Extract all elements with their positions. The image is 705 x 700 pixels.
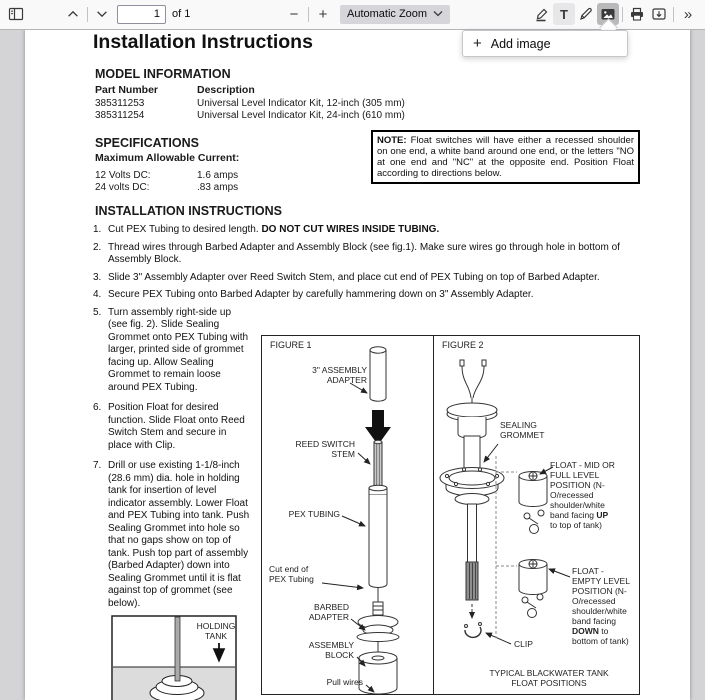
document-page (25, 29, 690, 700)
figure1-label-adapter: 3" ASSEMBLY ADAPTER (312, 364, 367, 385)
more-tools-button[interactable] (677, 3, 699, 25)
printer-icon (629, 6, 645, 22)
holding-tank-label: HOLDING TANK (196, 621, 236, 641)
model-info-table (95, 84, 640, 122)
page-count-label: of 1 (172, 8, 191, 20)
chevron-up-icon (66, 7, 80, 21)
instruction-item (93, 242, 640, 267)
description-cell: Universal Level Indicator Kit, 12-inch (305 mm) (197, 98, 405, 109)
holding-tank-diagram (111, 615, 237, 700)
spec-label: 24 volts DC: (95, 182, 150, 193)
specifications-heading: SPECIFICATIONS (95, 136, 199, 150)
zoom-select-value: Automatic Zoom (347, 8, 428, 20)
sidebar-toggle-button[interactable] (5, 3, 27, 25)
draw-tool-button[interactable] (575, 3, 597, 25)
double-chevron-icon: » (683, 5, 693, 23)
page-number-input[interactable] (117, 5, 166, 24)
print-button[interactable] (626, 3, 648, 25)
plus-icon: + (473, 35, 482, 52)
chevron-down-icon (433, 8, 443, 20)
figure1-panel (262, 336, 434, 694)
item-number: 5. (93, 306, 102, 318)
instruction-item (93, 289, 640, 302)
note-text: Float switches will have either a recessed shoulder on one end, a white band around one end, or the letters "NO at one end and "NC" at the opposite end. Position Float according to directions below. (377, 135, 634, 179)
item-number: 7. (93, 460, 102, 471)
figure1-label-barbed: BARBED ADAPTER (308, 601, 349, 622)
instruction-item (93, 224, 640, 237)
item-text: Drill or use existing 1-1/8-inch (28.6 mm) dia. hole in holding tank for insertion of level indicator assembly. Lower Float and PEX Tubing into tank. Push Sealing Grommet into hole so that no gaps show on top of tank. Push top part of assembly (Barbed Adapter) down into Sealing Grommet until it is flat against top of grommet (see below). (108, 460, 250, 609)
figure2-caption: TYPICAL BLACKWATER TANK FLOAT POSITIONS (489, 667, 609, 688)
toolbar (0, 0, 705, 30)
toolbar-separator (87, 7, 88, 22)
instructions-heading: INSTALLATION INSTRUCTIONS (95, 204, 283, 218)
chevron-down-icon (95, 7, 109, 21)
image-tool-button[interactable] (597, 3, 619, 25)
toolbar-separator (673, 7, 674, 22)
figure1-label-pull-wires: Pull wires (326, 676, 363, 687)
instruction-item (93, 272, 640, 285)
item-text: Position Float for desired function. Slide Float onto Reed Switch Stem and secure in place with Clip. (108, 402, 245, 451)
item-text: Thread wires through Barbed Adapter and Assembly Block (see fig.1). Make sure wires go through hole in bottom of Assembly Block. (108, 241, 620, 265)
col-header-description: Description (197, 84, 255, 96)
spec-value: 1.6 amps (197, 170, 239, 181)
item-text: Slide 3" Assembly Adapter over Reed Switch Stem, and place cut end of PEX Tubing on top of Barbed Adapter. (108, 271, 600, 283)
add-image-label: Add image (490, 36, 551, 51)
figure1-label-stem: REED SWITCH STEM (295, 438, 355, 459)
figure1-label-tubing: PEX TUBING (288, 508, 340, 519)
plus-icon: + (318, 5, 328, 23)
save-icon (651, 6, 667, 22)
figures-panel (261, 321, 640, 695)
figure2-panel (434, 336, 639, 694)
spec-row (95, 170, 371, 182)
zoom-in-button[interactable] (312, 3, 334, 25)
max-current-subheading: Maximum Allowable Current: (95, 152, 240, 164)
part-number-cell: 385311253 (95, 98, 145, 109)
next-page-button[interactable] (91, 3, 113, 25)
zoom-out-button[interactable] (283, 3, 305, 25)
sidebar-toggle-icon (8, 6, 24, 22)
zoom-select[interactable] (340, 5, 450, 24)
item-text: Cut PEX Tubing to desired length. (108, 224, 262, 235)
item-text-bold: DO NOT CUT WIRES INSIDE TUBING. (261, 224, 440, 235)
pen-icon (578, 6, 594, 22)
part-number-cell: 385311254 (95, 110, 145, 121)
instructions-list (93, 224, 640, 700)
spec-value: .83 amps (197, 182, 239, 193)
item-text: Turn assembly right-side up (see fig. 2). Slide Sealing Grommet onto PEX Tubing with larger, printed side of grommet facing up. Allow Sealing Grommet to remain loose around PEX Tubing. (108, 306, 249, 393)
figure1-title: FIGURE 1 (270, 339, 312, 350)
figure2-label-grommet: SEALING GROMMET (500, 419, 545, 440)
highlight-tool-button[interactable] (531, 3, 553, 25)
previous-page-button[interactable] (62, 3, 84, 25)
figure1-label-block: ASSEMBLY BLOCK (308, 639, 354, 660)
item-number: 2. (93, 241, 102, 253)
item-number: 4. (93, 289, 102, 300)
table-row (95, 98, 640, 110)
text-tool-button[interactable] (553, 3, 575, 25)
add-image-menu-item[interactable] (463, 36, 627, 51)
note-box (371, 130, 640, 184)
text-tool-icon: T (560, 6, 568, 22)
item-number: 6. (93, 402, 102, 413)
doc-title: Installation Instructions (93, 31, 313, 53)
spec-label: 12 Volts DC: (95, 170, 151, 181)
figure2-label-clip: CLIP (514, 638, 533, 649)
toolbar-separator (622, 7, 623, 22)
col-header-part-number: Part Number (95, 84, 159, 96)
spec-row (95, 182, 371, 194)
figure2-title: FIGURE 2 (442, 339, 484, 350)
description-cell: Universal Level Indicator Kit, 24-inch (610 mm) (197, 110, 405, 121)
item-text: Secure PEX Tubing onto Barbed Adapter by carefully hammering down on 3" Assembly Adapter. (108, 289, 534, 300)
toolbar-separator (308, 7, 309, 22)
highlighter-icon (534, 6, 550, 22)
figure2-label-float-empty: FLOAT - EMPTY LEVEL POSITION (N-O/recessed shoulder/white band facing DOWN to bottom of tank) (572, 565, 630, 646)
save-button[interactable] (648, 3, 670, 25)
minus-icon: − (289, 5, 299, 23)
figure1-label-cut-end: Cut end of PEX Tubing (269, 563, 314, 584)
table-row (95, 110, 640, 122)
item-number: 1. (93, 224, 102, 235)
item-number: 3. (93, 271, 102, 283)
add-image-popup (462, 30, 628, 57)
figure2-label-float-full: FLOAT - MID OR FULL LEVEL POSITION (N-O/recessed shoulder/white band facing UP to top of tank) (550, 459, 615, 530)
note-bold: NOTE: (377, 135, 407, 146)
model-info-heading: MODEL INFORMATION (95, 67, 231, 81)
